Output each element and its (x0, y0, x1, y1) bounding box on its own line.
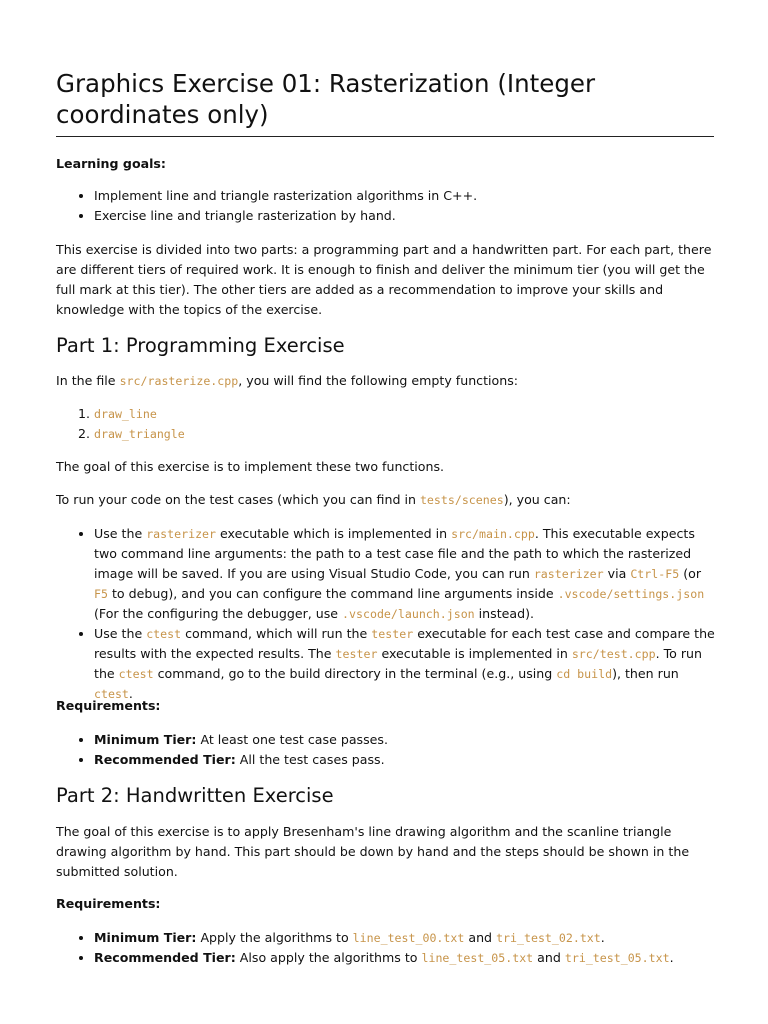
list-item: • Recommended Tier: Also apply the algorithms to line_test_05.txt and tri_test_05.txt. (94, 948, 716, 968)
part1-heading: Part 1: Programming Exercise (56, 334, 345, 357)
code-draw-triangle: draw_triangle (94, 427, 185, 441)
list-item: • Implement line and triangle rasterization algorithms in C++. (94, 186, 716, 206)
code-tests-scenes: tests/scenes (419, 493, 504, 507)
learning-goals-list (56, 186, 716, 226)
function-list (56, 404, 716, 444)
part2-requirements-list (56, 928, 716, 968)
code-rasterize-file: src/rasterize.cpp (119, 374, 239, 388)
part1-goal: The goal of this exercise is to implement these two functions. (56, 459, 445, 474)
part2-goal: The goal of this exercise is to apply Bresenham's line drawing algorithm and the scanline triangle drawing algorithm by hand. This part should be down by hand and the steps should be shown in the submitted solution. (56, 824, 690, 879)
list-item (94, 424, 716, 444)
part2-heading: Part 2: Handwritten Exercise (56, 784, 334, 807)
list-item: • Use the ctest command, which will run the tester executable for each test case and compare the results with the expected results. The tester executable is implemented in src/test.cpp. To run the ctest command, go to the build directory in the terminal (e.g., using cd build), then run ctest. (94, 624, 716, 704)
part2-requirements-heading: Requirements: (56, 896, 161, 911)
part1-requirements-list (56, 730, 716, 770)
title-divider (56, 136, 714, 137)
list-item (94, 404, 716, 424)
code-draw-line: draw_line (94, 407, 157, 421)
list-item: • Use the rasterizer executable which is implemented in src/main.cpp. This executable expects two command line arguments: the path to a test case file and the path to which the rasterized image will be saved. If you are using Visual Studio Code, you can run rasterizer via Ctrl-F5 (or F5 to debug), and you can configure the command line arguments inside .vscode/settings.json (For the configuring the debugger, use .vscode/launch.json instead). (94, 524, 716, 624)
list-item: • Minimum Tier: At least one test case passes. (94, 730, 716, 750)
list-item: • Minimum Tier: Apply the algorithms to line_test_00.txt and tri_test_02.txt. (94, 928, 716, 948)
run-options-list (56, 524, 716, 704)
part1-file-line: In the file src/rasterize.cpp, you will find the following empty functions: (56, 373, 519, 388)
learning-goals-heading: Learning goals: (56, 156, 166, 171)
part1-requirements-heading: Requirements: (56, 698, 161, 713)
list-item: • Recommended Tier: All the test cases pass. (94, 750, 716, 770)
list-item: • Exercise line and triangle rasterization by hand. (94, 206, 716, 226)
intro-paragraph: This exercise is divided into two parts: a programming part and a handwritten part. For each part, there are different tiers of required work. It is enough to finish and deliver the minimum tier (you will get the full mark at this tier). The other tiers are added as a recommendation to improve your skills and knowledge with the topics of the exercise. (56, 242, 712, 317)
page-title: Graphics Exercise 01: Rasterization (Integer coordinates only) (56, 69, 596, 129)
part1-run-line: To run your code on the test cases (which you can find in tests/scenes), you can: (56, 492, 571, 507)
